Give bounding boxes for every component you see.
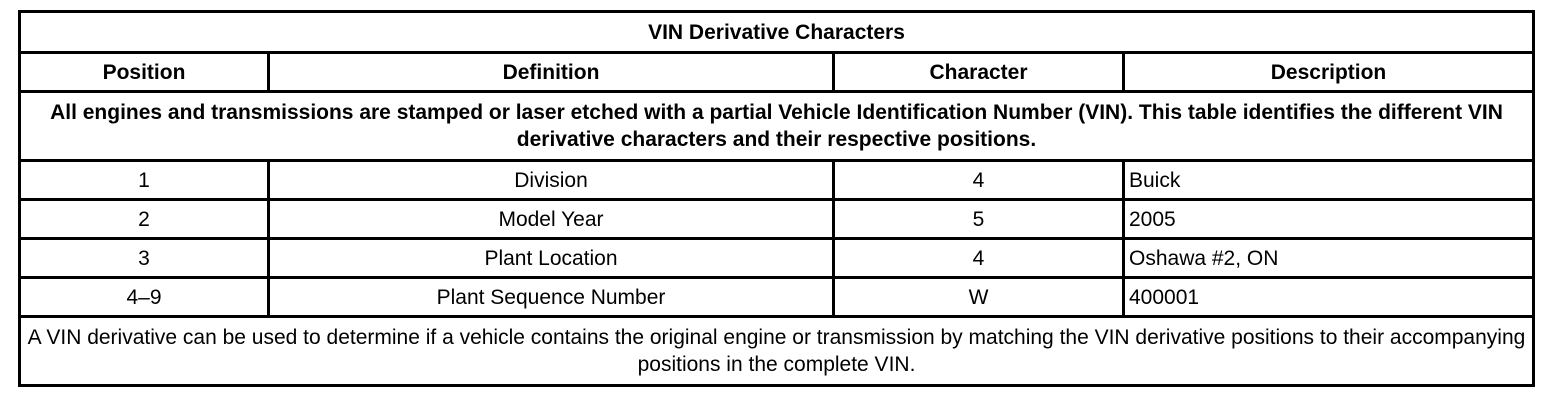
cell-definition: Model Year (269, 200, 834, 239)
vin-derivative-table (18, 10, 1535, 387)
table-header-row (20, 53, 1534, 92)
cell-position: 4–9 (20, 278, 269, 317)
cell-description: 400001 (1124, 278, 1534, 317)
table-footnote: A VIN derivative can be used to determine if a vehicle contains the original engine or transmission by matching the VIN derivative positions to their accompanying positions in the complete VIN. (20, 317, 1534, 386)
cell-character: 5 (834, 200, 1124, 239)
column-header-position: Position (20, 53, 269, 92)
column-header-description: Description (1124, 53, 1534, 92)
cell-definition: Plant Sequence Number (269, 278, 834, 317)
table-intro-text: All engines and transmissions are stamped or laser etched with a partial Vehicle Identification Number (VIN). This table identifies the different VIN derivative characters and their respective positions. (20, 92, 1534, 161)
cell-definition: Plant Location (269, 239, 834, 278)
cell-description: Buick (1124, 161, 1534, 200)
column-header-character: Character (834, 53, 1124, 92)
table-row (20, 161, 1534, 200)
cell-position: 2 (20, 200, 269, 239)
table-title: VIN Derivative Characters (20, 12, 1534, 53)
column-header-definition: Definition (269, 53, 834, 92)
cell-character: 4 (834, 161, 1124, 200)
table-row (20, 200, 1534, 239)
cell-position: 3 (20, 239, 269, 278)
cell-definition: Division (269, 161, 834, 200)
cell-description: Oshawa #2, ON (1124, 239, 1534, 278)
cell-character: W (834, 278, 1124, 317)
cell-position: 1 (20, 161, 269, 200)
cell-description: 2005 (1124, 200, 1534, 239)
table-row (20, 239, 1534, 278)
cell-character: 4 (834, 239, 1124, 278)
table-row (20, 278, 1534, 317)
